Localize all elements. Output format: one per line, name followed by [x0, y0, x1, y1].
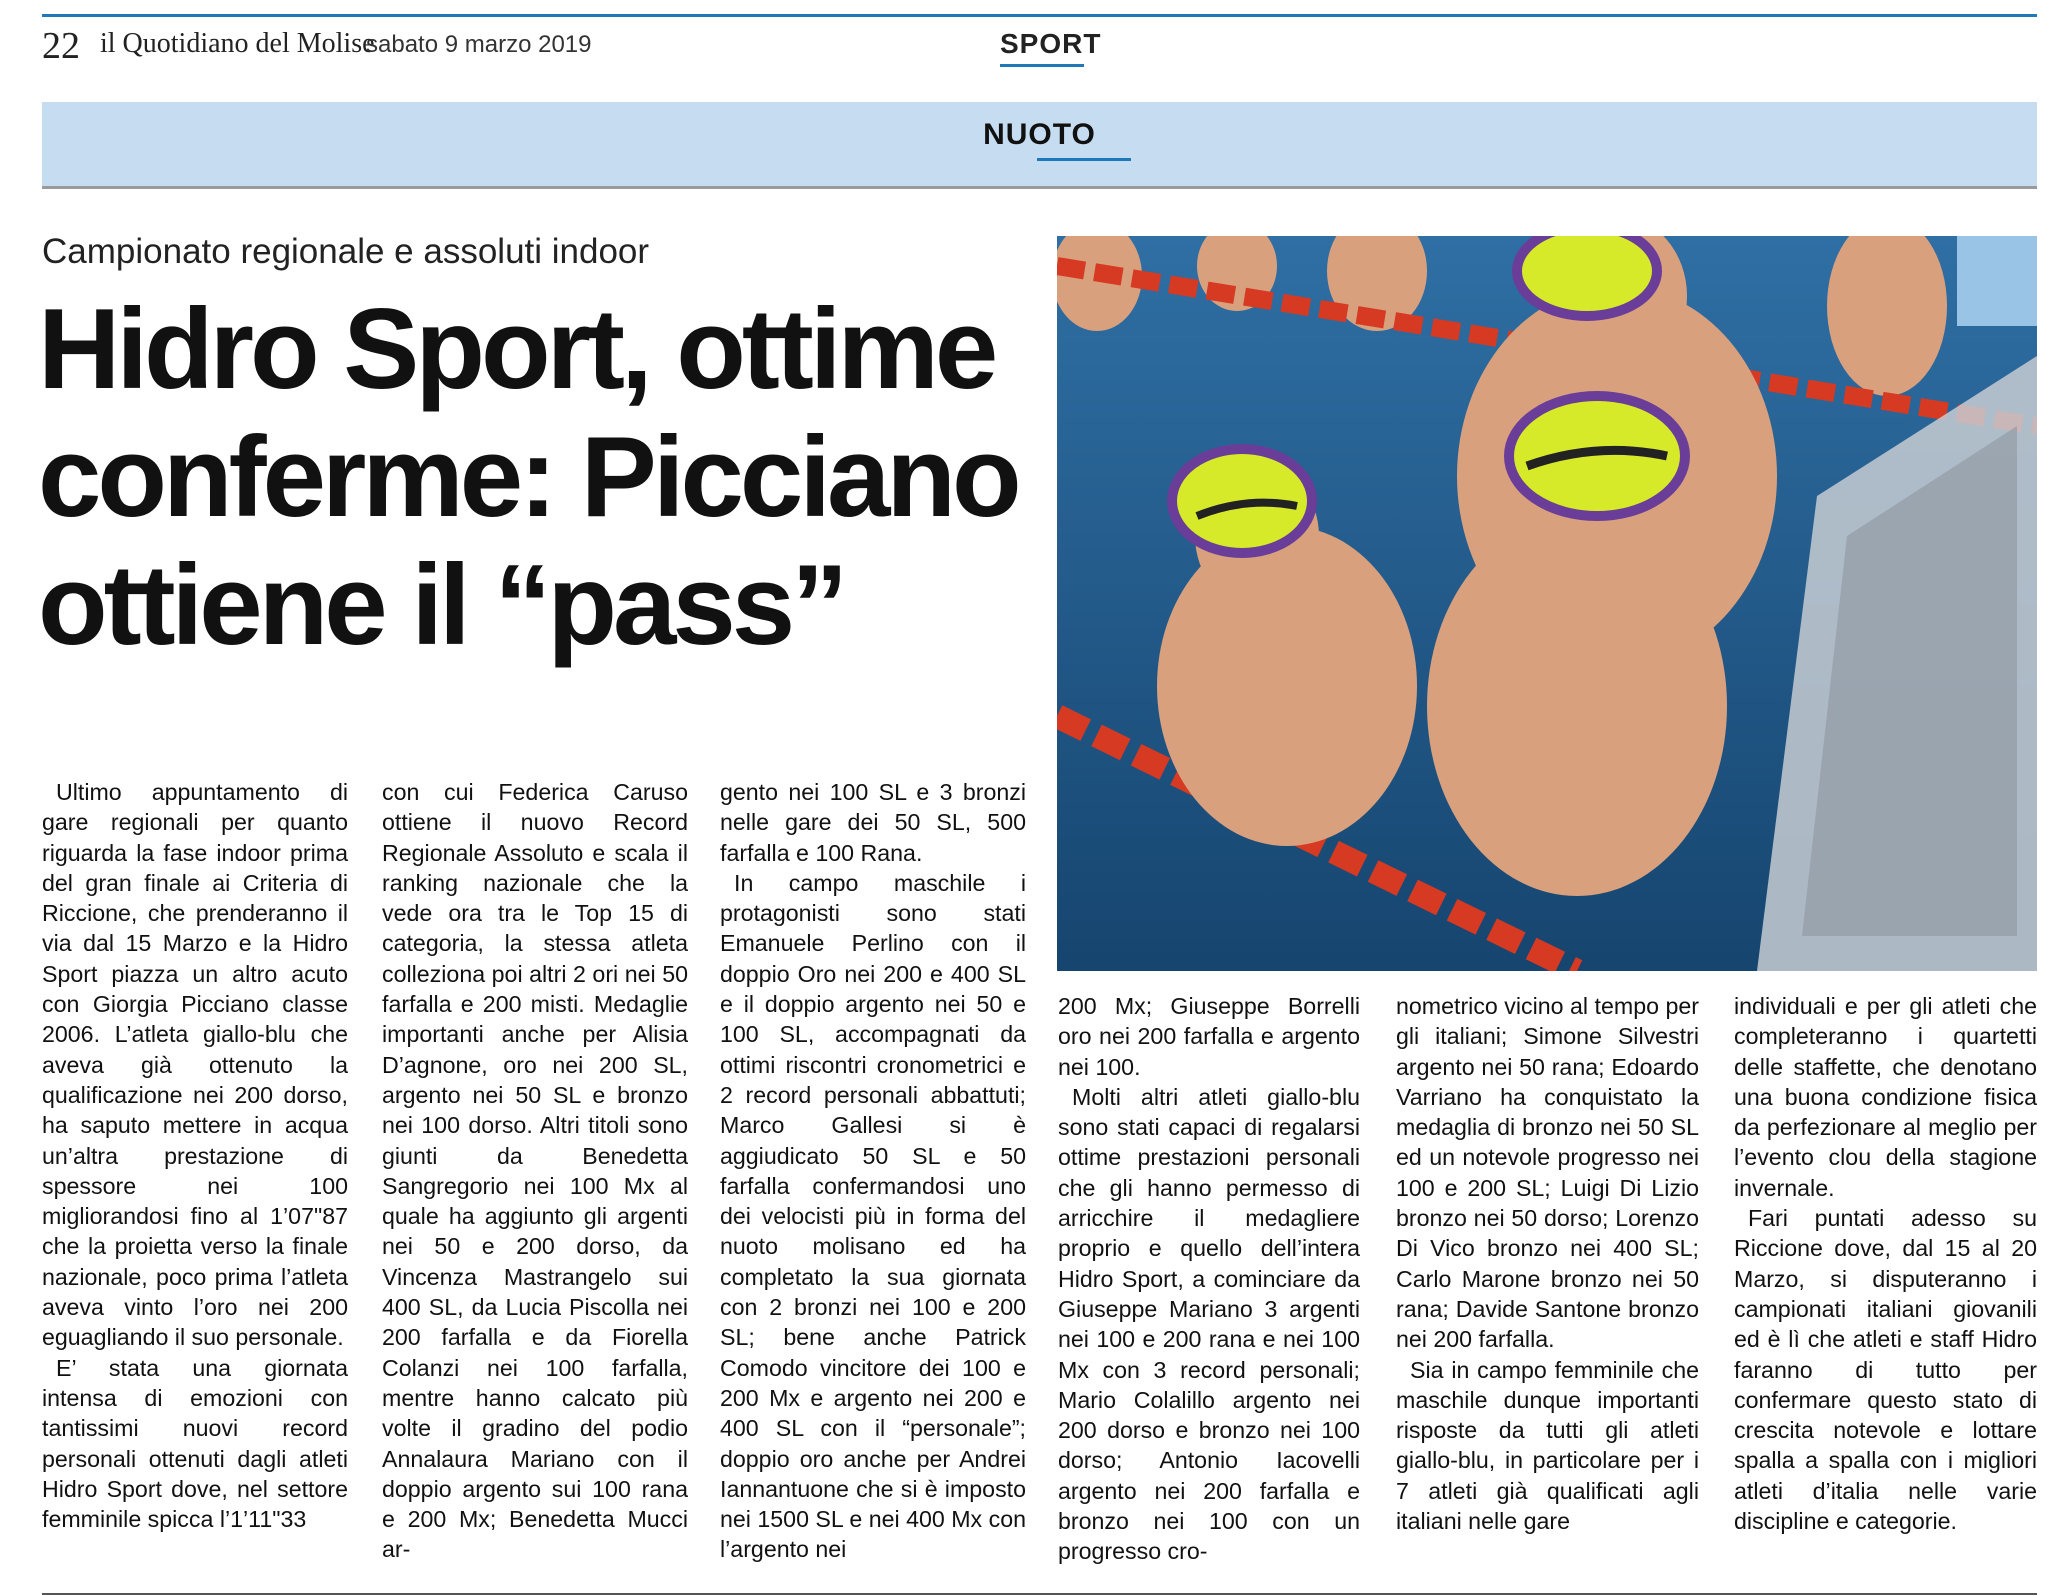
- column-paragraph: Ultimo appuntamento di gare regionali per quanto riguarda la fase indoor prima del gran finale ai Criteria di Riccione, che prenderanno il via dal 15 Marzo e la Hidro Sport piazza un altro acuto con Giorgia Picciano classe 2006. L’atleta giallo-blu che aveva già ottenuto la qualificazione nei 200 dorso, ha saputo mettere in acqua un’altra prestazione di spessore nei 100 migliorandosi fino al 1’07"87 che la proietta verso la finale nazionale, poco prima l’atleta aveva vinto l’oro nei 200 eguagliando il suo personale.: [42, 779, 348, 1351]
- page-number: 22: [42, 25, 80, 67]
- column-paragraph: gento nei 100 SL e 3 bronzi nelle gare dei 50 SL, 500 farfalla e 100 Rana.: [720, 779, 1026, 866]
- column-paragraph: nometrico vicino al tempo per gli italiani; Simone Silvestri argento nei 50 rana; Edoardo Varriano ha conquistato la medaglia di bronzo nei 50 SL ed un notevole progresso nei 100 e 200 SL; Luigi Di Lizio bronzo nei 50 dorso; Lorenzo Di Vico bronzo nei 400 SL; Carlo Marone bronzo nei 50 rana; Davide Santone bronzo nei 200 farfalla.: [1396, 993, 1699, 1353]
- column-paragraph: con cui Federica Caruso ottiene il nuovo Record Regionale Assoluto e scala il ranking nazionale che la vede ora tra le Top 15 di categoria, la stessa atleta colleziona poi altri 2 ori nei 50 farfalla e 200 misti. Medaglie importanti anche per Alisia D’agnone, oro nei 200 SL, argento nei 50 SL e bronzo nei 100 dorso. Altri titoli sono giunti da Benedetta Sangregorio nei 100 Mx al quale ha aggiunto gli argenti nei 50 e 200 dorso, da Vincenza Mastrangelo sui 400 SL, da Lucia Piscolla nei 200 farfalla e da Fiorella Colanzi nei 100 farfalla, mentre hanno calcato più volte il gradino del podio Annalaura Mariano con il doppio argento sui 100 rana e 200 Mx; Benedetta Mucci ar-: [382, 779, 688, 1563]
- timing-pad: [1957, 236, 2037, 326]
- swimmers-photo-illustration: [1057, 236, 2037, 971]
- article-column-2: [382, 777, 688, 1565]
- section-underline: [1000, 64, 1084, 67]
- article-kicker: Campionato regionale e assoluti indoor: [42, 232, 650, 271]
- article-column-1: [42, 777, 348, 1534]
- article-column-5: [1396, 991, 1699, 1536]
- section-label: SPORT: [1000, 28, 1102, 59]
- top-rule: [42, 14, 2037, 17]
- column-paragraph: In campo maschile i protagonisti sono stati Emanuele Perlino con il doppio Oro nei 200 e 400 SL e il doppio argento nei 50 e 100 SL, accompagnati da ottimi riscontri cronometrici e 2 record personali abbattuti; Marco Gallesi si è aggiudicato 50 SL e 50 farfalla confermandosi uno dei velocisti più in forma del nuoto molisano ed ha completato la sua giornata con 2 bronzi nei 100 e 200 SL; bene anche Patrick Comodo vincitore dei 100 e 200 Mx e argento nei 200 e 400 SL con il “personale”; doppio oro anche per Andrei Iannantuone che si è imposto nei 1500 SL e nei 400 Mx con l’argento nei: [720, 869, 1026, 1563]
- article-column-6: [1734, 991, 2037, 1536]
- article-column-4: [1058, 991, 1360, 1567]
- category-underline: [1037, 158, 1131, 161]
- column-paragraph: individuali e per gli atleti che completeranno i quartetti delle staffette, che denotano una buona condizione fisica da perfezionare al meglio per l’evento clou della stagione invernale.: [1734, 993, 2037, 1201]
- column-paragraph: Sia in campo femminile che maschile dunque importanti risposte da tutti gli atleti giallo-blu, in particolare per i 7 atleti già qualificati agli italiani nelle gare: [1396, 1356, 1699, 1535]
- category-band: [42, 102, 2037, 189]
- category-label: NUOTO: [983, 118, 1096, 151]
- article-column-3: [720, 777, 1026, 1565]
- newspaper-name: il Quotidiano del Molise: [100, 28, 375, 59]
- article-photo: [1057, 236, 2037, 971]
- column-paragraph: Fari puntati adesso su Riccione dove, dal 15 al 20 Marzo, si disputeranno i campionati italiani giovanili ed è lì che atleti e staff Hidro faranno di tutto per confermare questo stato di crescita notevole e lottare spalla a spalla con i migliori atleti d’italia nelle varie discipline e categorie.: [1734, 1205, 2037, 1535]
- column-paragraph: E’ stata una giornata intensa di emozioni con tantissimi nuovi record personali ottenuti dagli atleti Hidro Sport dove, nel settore femminile spicca l’1’11"33: [42, 1354, 348, 1533]
- column-paragraph: Molti altri atleti giallo-blu sono stati capaci di regalarsi ottime prestazioni personali che gli hanno permesso di arricchire il medagliere proprio e quello dell’intera Hidro Sport, a cominciare da Giuseppe Mariano 3 argenti nei 100 e 200 rana e nei 100 Mx con 3 record personali; Mario Colalillo argento nei 200 dorso e bronzo nei 100 dorso; Antonio Iacovelli argento nei 200 farfalla e bronzo nei 100 con un progresso cro-: [1058, 1083, 1360, 1565]
- swimmer-back-cap: [1517, 236, 1657, 316]
- column-paragraph: 200 Mx; Giuseppe Borrelli oro nei 200 farfalla e argento nei 100.: [1058, 993, 1360, 1080]
- issue-date: sabato 9 marzo 2019: [366, 31, 592, 58]
- article-headline: Hidro Sport, ottime conferme: Picciano ottiene il “pass”: [38, 286, 1018, 669]
